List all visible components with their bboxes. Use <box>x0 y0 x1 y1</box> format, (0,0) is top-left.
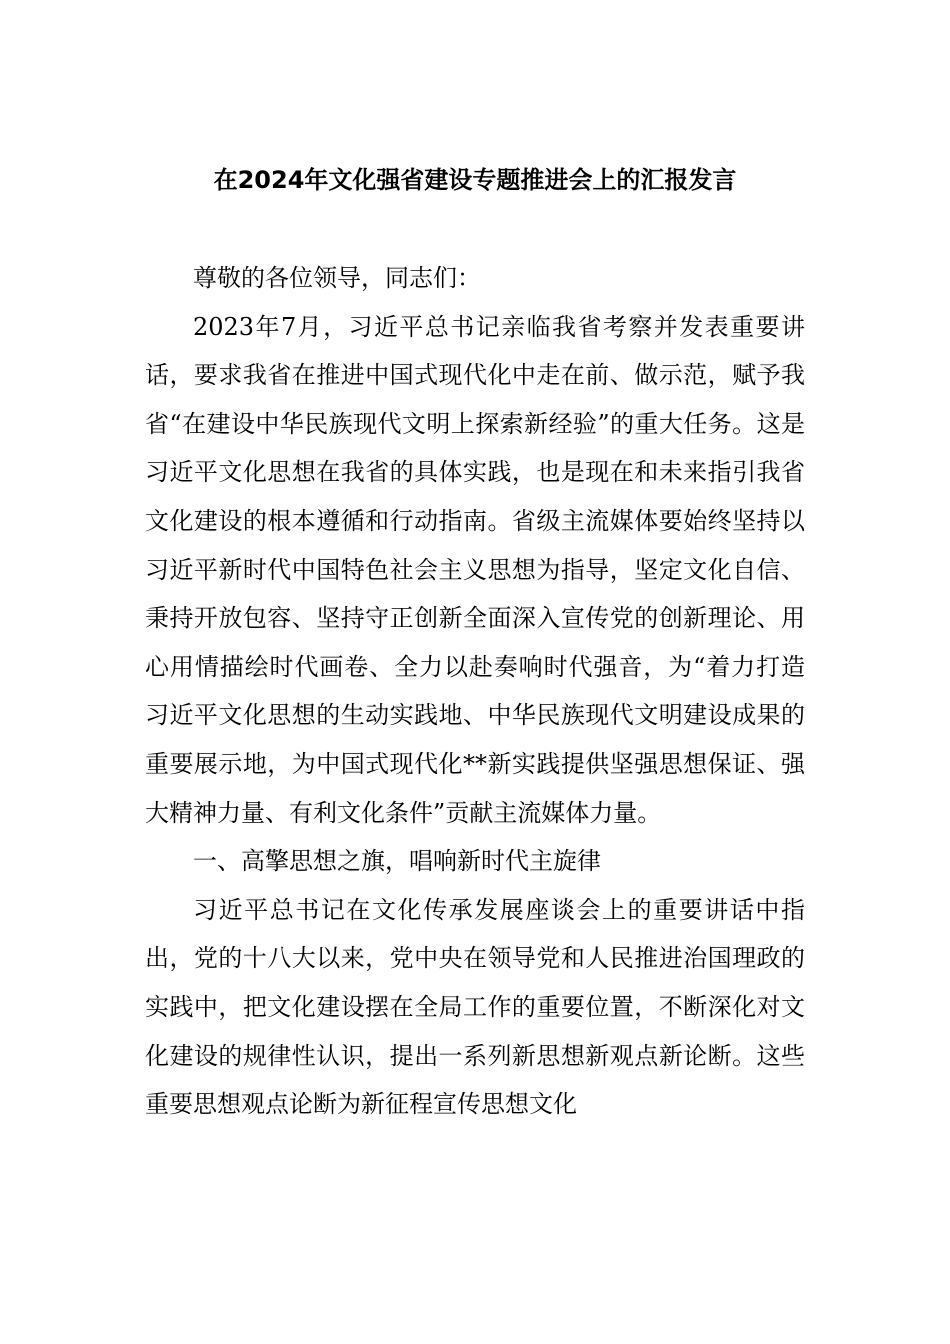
paragraph-section-1: 习近平总书记在文化传承发展座谈会上的重要讲话中指出，党的十八大以来，党中央在领导党和人民推进治国理政的实践中，把文化建设摆在全局工作的重要位置，不断深化对文化建设的规律性认识，提出一系列新思想新观点新论断。这些重要思想观点论断为新征程宣传思想文化 <box>145 895 805 1119</box>
paragraph-intro: 2023年7月，习近平总书记亲临我省考察并发表重要讲话，要求我省在推进中国式现代化中走在前、做示范，赋予我省“在建设中华民族现代文明上探索新经验”的重大任务。这是习近平文化思想在我省的具体实践，也是现在和未来指引我省文化建设的根本遵循和行动指南。省级主流媒体要始终坚持以习近平新时代中国特色社会主义思想为指导，坚定文化自信、秉持开放包容、坚持守正创新全面深入宣传党的创新理论、用心用情描绘时代画卷、全力以赴奏响时代强音，为“着力打造习近平文化思想的生动实践地、中华民族现代文明建设成果的重要展示地，为中国式现代化**新实践提供坚强思想保证、强大精神力量、有利文化条件”贡献主流媒体力量。 <box>145 312 805 827</box>
salutation: 尊敬的各位领导，同志们： <box>193 264 481 292</box>
section-heading-1: 一、高擎思想之旗，唱响新时代主旋律 <box>193 847 601 876</box>
document-title: 在2024年文化强省建设专题推进会上的汇报发言 <box>213 166 737 194</box>
document-body <box>145 254 805 1129</box>
